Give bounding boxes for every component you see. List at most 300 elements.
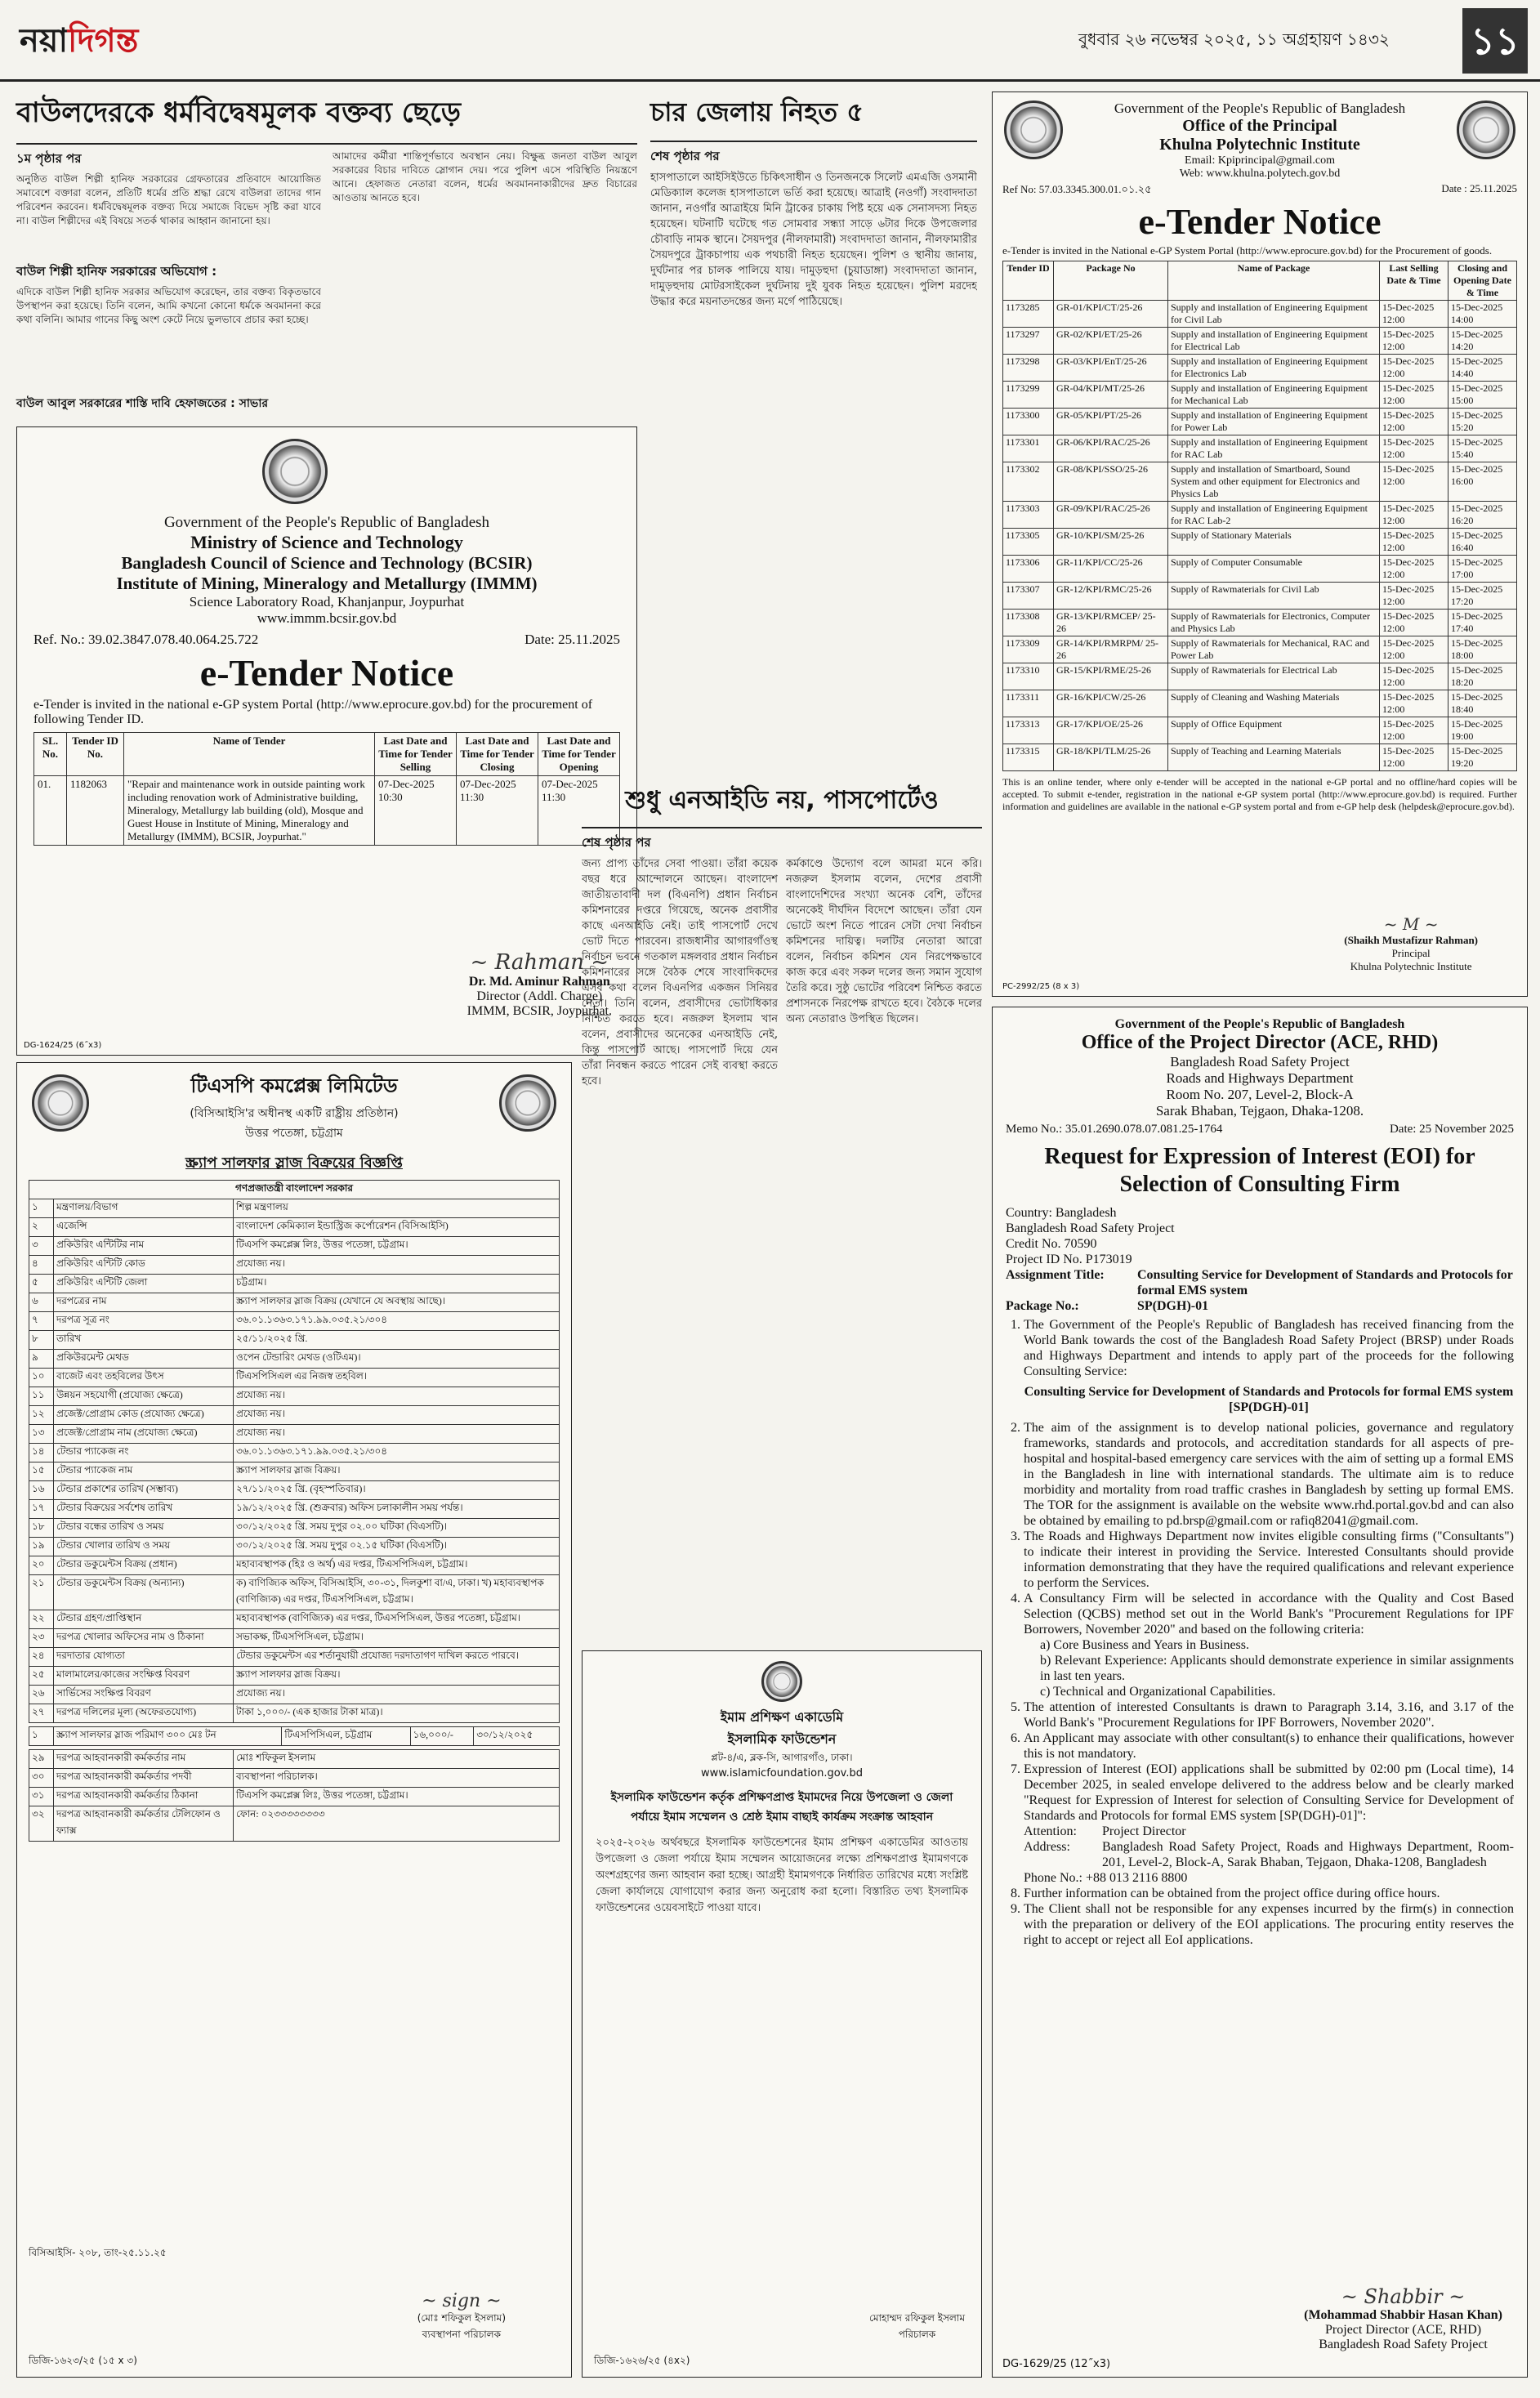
table-row — [29, 1788, 560, 1806]
kpi-title: e-Tender Notice — [1138, 202, 1382, 242]
table-cell: 15-Dec-2025 12:00 — [1380, 744, 1448, 771]
bcsir-seal-icon — [262, 439, 328, 504]
table-cell: GR-12/KPI/RMC/25-26 — [1054, 583, 1168, 610]
tsp-gov: গণপ্রজাতন্ত্রী বাংলাদেশ সরকার — [29, 1181, 560, 1199]
table-cell: Supply and installation of Engineering Equipment for Mechanical Lab — [1168, 382, 1380, 409]
table-cell: 15-Dec-2025 19:00 — [1448, 717, 1517, 744]
table-row — [29, 1575, 560, 1610]
imm-th-sl: SL. No. — [34, 733, 67, 776]
table-cell: প্রকিউরমেন্ট মেথড — [54, 1350, 234, 1369]
news-nid-body-left: জন্য প্রাপ্য তাঁদের সেবা পাওয়া। তাঁরা কয়েক বছর ধরে আন্দোলনে আছেন। বাংলাদেশ জাতীয়তাবাদী দল (বিএনপি) প্রধান নির্বাচন কমিশনারের দপ্তরে গিয়েছে, অনেক প্রবাসীর কাছে এনআইডি নেই। তাই পাসপোর্ট দেখে ভোট দিতে পারবেন। রাজধানীর আগারগাঁওস্থ নির্বাচন ভবনে গতকাল মঙ্গলবার প্রধান নির্বাচন কমিশনারের সঙ্গে বৈঠক শেষে সাংবাদিকদের এসব কথা বলেন বিএনপির একজন সিনিয়র নেতা। তিনি বলেন, প্রবাসীদের ভোটাধিকার নিশ্চিত করতে হবে। নজরুল ইসলাম খান বলেন, প্রবাসীদের অনেকের এনআইডি নেই, কিন্তু পাসপোর্ট আছে। পাসপোর্ট দিয়ে যেন তাঁরা নিবন্ধন করতে পারেন সেই ব্যবস্থা করতে হবে। — [582, 858, 778, 1087]
tsp-title: টিএসপি কমপ্লেক্স লিমিটেড — [190, 1074, 398, 1097]
table-cell: 15-Dec-2025 12:00 — [1380, 502, 1448, 529]
table-cell: ১১ — [29, 1387, 54, 1406]
rhd-crit: c) Technical and Organizational Capabilities. — [1040, 1685, 1276, 1699]
table-row — [29, 1610, 560, 1629]
news-baul-headline: বাউলদেরকে ধর্মবিদ্বেষমূলক বক্তব্য ছেড়ে — [16, 92, 637, 145]
table-cell: দরপত্র আহবানকারী কর্মকর্তার পদবী — [54, 1769, 234, 1788]
table-cell: দরপত্র আহবানকারী কর্মকর্তার ঠিকানা — [54, 1788, 234, 1806]
tsp-addr: উত্তর পতেঙ্গা, চট্টগ্রাম — [245, 1127, 343, 1140]
rhd-office: Office of the Project Director (ACE, RHD) — [1081, 1032, 1439, 1053]
table-cell: Supply and installation of Engineering Equipment for Electronics Lab — [1168, 355, 1380, 382]
imm-title: e-Tender Notice — [199, 652, 454, 694]
table-cell: GR-01/KPI/CT/25-26 — [1054, 301, 1168, 328]
rhd-crit: a) Core Business and Years in Business. — [1040, 1638, 1249, 1652]
table-cell: 15-Dec-2025 15:40 — [1448, 435, 1517, 462]
kpi-signer: (Shaikh Mustafizur Rahman) — [1344, 934, 1478, 946]
table-row — [1003, 301, 1517, 328]
islamic-web[interactable]: www.islamicfoundation.gov.bd — [700, 1767, 863, 1780]
rhd-p1-text: The Government of the People's Republic of Bangladesh has received financing from the World Bank towards the cost of the Bangladesh Road Safety Project (BRSP) under Roads and Highways Department and intends to apply part of the proceeds for the following Consulting Service: — [1024, 1318, 1514, 1378]
table-cell: 15-Dec-2025 12:00 — [1380, 462, 1448, 502]
logo-main: নয়া — [20, 22, 69, 60]
table-row — [29, 1686, 560, 1704]
imm-cell: 01. — [34, 776, 67, 846]
rhd-signature: ~ Shabbir ~ — [1341, 2285, 1466, 2308]
table-cell: বাংলাদেশ কেমিক্যাল ইন্ডাস্ট্রিজ কর্পোরেশন (বিসিআইসি) — [234, 1218, 560, 1237]
table-cell: Supply of Stationary Materials — [1168, 529, 1380, 556]
page-number: ১১ — [1462, 8, 1528, 74]
rhd-signer-title: Project Director (ACE, RHD) — [1325, 2323, 1482, 2337]
table-cell: 1173299 — [1003, 382, 1054, 409]
table-cell: ৩ — [29, 1237, 54, 1256]
table-cell: ৩০ — [29, 1769, 54, 1788]
table-row — [29, 1237, 560, 1256]
rhd-p4 — [1024, 1591, 1514, 1699]
table-cell: Supply of Rawmaterials for Mechanical, RAC and Power Lab — [1168, 636, 1380, 663]
table-cell: 1173301 — [1003, 435, 1054, 462]
imm-cell: 07-Dec-2025 11:30 — [457, 776, 538, 846]
imm-th-opening: Last Date and Time for Tender Opening — [538, 733, 620, 776]
table-cell: স্ক্র্যাপ সালফার স্লাজ বিক্রয় (যেখানে যে অবস্থায় আছে)। — [234, 1293, 560, 1312]
kpi-note: This is an online tender, where only e-tender will be accepted in the national e-GP portal and no offline/hard copies will be accepted. To submit e-tender, registration in the national e-GP system portal (http://www.eprocure.gov.bd) is required. Further information and guidelines are available in the national e-GP system portal and from e-GP help desk (helpdesk@eprocure.gov.bd). — [1002, 776, 1517, 812]
table-cell: GR-15/KPI/RME/25-26 — [1054, 663, 1168, 690]
table-row — [1003, 556, 1517, 583]
table-cell: GR-18/KPI/TLM/25-26 — [1054, 744, 1168, 771]
tsp-lot-table — [29, 1726, 560, 1746]
table-cell: 15-Dec-2025 12:00 — [1380, 583, 1448, 610]
islamic-addr: প্লট-৪/এ, ব্লক-সি, আগারগাঁও, ঢাকা। — [711, 1752, 853, 1763]
table-cell: 15-Dec-2025 18:40 — [1448, 690, 1517, 717]
news-accidents-continued: শেষ পৃষ্ঠার পর — [650, 149, 720, 163]
table-cell: দরপত্র আহবানকারী কর্মকর্তার টেলিফোন ও ফ্যাক্স — [54, 1806, 234, 1842]
table-cell: GR-17/KPI/OE/25-26 — [1054, 717, 1168, 744]
table-cell: GR-04/KPI/MT/25-26 — [1054, 382, 1168, 409]
table-cell: টেন্ডার ডকুমেন্টস এর শর্তানুযায়ী প্রযোজ্য দরদাতাগণ দাখিল করতে পারবে। — [234, 1648, 560, 1667]
rhd-paragraphs — [1006, 1317, 1514, 1948]
kpi-th-pkg: Package No — [1054, 261, 1168, 301]
table-cell: সভাকক্ষ, টিএসপিসিএল, চট্টগ্রাম। — [234, 1629, 560, 1648]
rhd-country: Country: Bangladesh — [1006, 1206, 1117, 1220]
table-cell: ১৭ — [29, 1500, 54, 1519]
rhd-eoi-notice — [992, 1007, 1528, 2378]
table-row — [1003, 382, 1517, 409]
news-baul-body-c: আমাদের কর্মীরা শান্তিপূর্ণভাবে অবস্থান নেয়। বিক্ষুব্ধ জনতা বাউল আবুল সরকারের বিচার দাবিতে স্লোগান দেয়। পরে পুলিশ এসে পরিস্থিতি নিয়ন্ত্রণে আনে। হেফাজত নেতারা বলেন, ধর্মের অবমাননাকারীদের দ্রুত বিচারের আওতায় আনতে হবে। — [333, 150, 637, 203]
table-cell: ৭ — [29, 1312, 54, 1331]
table-cell: ৩০/১২/২০২৫ খ্রি. সময় দুপুর ০২.১৫ ঘটিকা (বিএসটি)। — [234, 1538, 560, 1556]
news-accidents-headline: চার জেলায় নিহত ৫ — [650, 92, 977, 142]
tsp-notice — [16, 1062, 572, 2378]
table-cell: ৮ — [29, 1331, 54, 1350]
table-row — [29, 1462, 560, 1481]
news-nid-continued: শেষ পৃষ্ঠার পর — [582, 835, 651, 850]
kpi-office: Office of the Principal — [1182, 117, 1337, 135]
table-row — [29, 1275, 560, 1293]
table-cell: 15-Dec-2025 15:00 — [1448, 382, 1517, 409]
table-cell: 15-Dec-2025 12:00 — [1380, 301, 1448, 328]
imm-th-id: Tender ID No. — [67, 733, 124, 776]
table-cell: ৩১ — [29, 1788, 54, 1806]
kpi-tender-notice — [992, 92, 1528, 997]
table-cell: প্রকিউরিং এন্টিটি জেলা — [54, 1275, 234, 1293]
table-row — [29, 1444, 560, 1462]
masthead — [0, 0, 1540, 82]
table-cell: 15-Dec-2025 16:40 — [1448, 529, 1517, 556]
table-cell: মন্ত্রণালয়/বিভাগ — [54, 1199, 234, 1218]
table-cell: শিল্প মন্ত্রণালয় — [234, 1199, 560, 1218]
table-cell: 15-Dec-2025 17:20 — [1448, 583, 1517, 610]
table-cell: 1173313 — [1003, 717, 1054, 744]
news-nid-headline: শুধু এনআইডি নয়, পাসপোর্টেও — [582, 780, 982, 828]
news-nid-body-right: কর্মকাণ্ডে উদ্যোগ বলে আমরা মনে করি। নজরুল ইসলাম বলেন, দেশের প্রবাসী বাংলাদেশিদের সংখ্যা অনেক বেশি, তাঁদের অনেকেই দীর্ঘদিন বিদেশে আছেন। তাঁরা যেন ভোটে অংশ নিতে পারেন সেটা দেখা নির্বাচন কমিশনের দায়িত্ব। দলটির নেতারা আরো বলেন, নির্বাচন কমিশন যেন নিরপেক্ষভাবে কাজ করে এবং সকল দলের জন্য সমান সুযোগ তৈরি করে। সুষ্ঠু ভোটের পরিবেশ নিশ্চিত করতে প্রশাসনকে নিরপেক্ষ রাখতে হবে। বৈঠকে দলের অন্য নেতারাও উপস্থিত ছিলেন। — [786, 858, 982, 1025]
imm-ministry: Ministry of Science and Technology — [190, 532, 463, 552]
table-cell: GR-10/KPI/SM/25-26 — [1054, 529, 1168, 556]
table-cell: 1173300 — [1003, 409, 1054, 435]
table-cell: 15-Dec-2025 14:00 — [1448, 301, 1517, 328]
gov-seal-icon — [1004, 100, 1063, 159]
table-row — [29, 1750, 560, 1769]
rhd-signature-block — [1304, 2285, 1502, 2352]
table-cell: Supply and installation of Engineering Equipment for RAC Lab — [1168, 435, 1380, 462]
news-accidents-body: হাসপাতালে আইসিইউতে চিকিৎসাধীন ও তিনজনকে সিলেট এমএজি ওসমানী মেডিক্যাল কলেজ হাসপাতালে ভর্তি করা হয়েছে। আত্রাই (নওগাঁ) সংবাদদাতা জানান, নওগাঁর আত্রাইয়ে মিনি ট্রাকের চাকায় পিষ্ট হয়ে এক সেনাসদস্য নিহত হয়েছেন। ঘটনাটি ঘটেছে গত সোমবার সন্ধ্যা সাড়ে ৬টার দিকে উপজেলার চৌবাড়ি নামক স্থানে। সৈয়দপুর (নীলফামারী) সংবাদদাতা জানান, নীলফামারীর সৈয়দপুরে ট্রাকচাপায় এক পথচারী নিহত হয়েছেন। পুলিশ ও স্থানীয় জানায়, দুর্ঘটনার পর চালক পালিয়ে যায়। দামুড়হুদা (চুয়াডাঙ্গা) সংবাদদাতা জানান, দামুড়হুদায় মোটরসাইকেল দুর্ঘটনায় দুই যুবক নিহত হয়েছেন। পুলিশ মরদেহ উদ্ধার করে ময়নাতদন্তের জন্য মর্গে পাঠিয়েছে। — [650, 172, 977, 308]
table-row — [29, 1199, 560, 1218]
table-cell: ২৬ — [29, 1686, 54, 1704]
table-cell: উন্নয়ন সহযোগী (প্রযোজ্য ক্ষেত্রে) — [54, 1387, 234, 1406]
table-cell: ১৯/১২/২০২৫ খ্রি. (শুক্রবার) অফিস চলাকালীন সময় পর্যন্ত। — [234, 1500, 560, 1519]
table-cell: ক) বাণিজ্যিক অফিস, বিসিআইসি, ৩০-৩১, দিলকুশা বা/এ, ঢাকা। খ) মহাব্যবস্থাপক (বাণিজ্যিক) এর দপ্তর, টিএসপিসিএল, চট্টগ্রাম। — [234, 1575, 560, 1610]
table-cell: ২৩ — [29, 1629, 54, 1648]
rhd-project: Bangladesh Road Safety Project — [1170, 1054, 1350, 1069]
table-cell: 1173297 — [1003, 328, 1054, 355]
kpi-th-selling: Last Selling Date & Time — [1380, 261, 1448, 301]
table-cell: 15-Dec-2025 12:00 — [1380, 409, 1448, 435]
table-cell: 15-Dec-2025 12:00 — [1380, 435, 1448, 462]
table-cell: প্রযোজ্য নয়। — [234, 1406, 560, 1425]
table-row — [29, 1293, 560, 1312]
table-row — [1003, 328, 1517, 355]
rhd-attn-label: Attention: — [1024, 1824, 1077, 1838]
newspaper-logo[interactable] — [20, 15, 138, 69]
kpi-web[interactable]: Web: www.khulna.polytech.gov.bd — [1179, 167, 1341, 180]
table-cell: টিএসপিসিএল এর নিজস্ব তহবিল। — [234, 1369, 560, 1387]
dateline: বুধবার ২৬ নভেম্বর ২০২৫, ১১ অগ্রহায়ণ ১৪৩২ — [1078, 29, 1390, 49]
rhd-signer: (Mohammad Shabbir Hasan Khan) — [1304, 2308, 1502, 2322]
table-cell: স্ক্র্যাপ সালফার স্লাজ বিক্রয়। — [234, 1462, 560, 1481]
table-cell: ২৫/১১/২০২৫ খ্রি. — [234, 1331, 560, 1350]
table-cell: প্রজেক্ট/প্রোগ্রাম নাম (প্রযোজ্য ক্ষেত্রে) — [54, 1425, 234, 1444]
table-cell: 1173311 — [1003, 690, 1054, 717]
table-row — [1003, 583, 1517, 610]
table-row — [29, 1425, 560, 1444]
table-row — [29, 1350, 560, 1369]
table-cell: ১৮ — [29, 1519, 54, 1538]
table-cell: GR-02/KPI/ET/25-26 — [1054, 328, 1168, 355]
logo-accent: দিগন্ত — [68, 22, 139, 60]
table-cell: 1173305 — [1003, 529, 1054, 556]
imm-cell: 1182063 — [67, 776, 124, 846]
imm-signer-title: Director (Addl. Charge) — [476, 989, 603, 1003]
table-row — [29, 1331, 560, 1350]
table-cell: ১২ — [29, 1406, 54, 1425]
table-row — [1003, 744, 1517, 771]
rhd-dept: Roads and Highways Department — [1166, 1070, 1354, 1086]
table-row — [29, 1769, 560, 1788]
table-row — [29, 1256, 560, 1275]
table-row — [29, 1704, 560, 1723]
table-cell: ২৪ — [29, 1648, 54, 1667]
imm-cell: 07-Dec-2025 11:30 — [538, 776, 620, 846]
news-accidents — [650, 92, 977, 770]
imm-tender-table — [33, 732, 620, 846]
table-row — [1003, 610, 1517, 636]
table-cell: ৯ — [29, 1350, 54, 1369]
imm-signer-org: IMMM, BCSIR, Joypurhat. — [466, 1004, 612, 1018]
table-cell: GR-13/KPI/RMCEP/ 25-26 — [1054, 610, 1168, 636]
table-cell: টেন্ডার খোলার তারিখ ও সময় — [54, 1538, 234, 1556]
table-cell: ব্যবস্থাপনা পরিচালক। — [234, 1769, 560, 1788]
table-row — [29, 1648, 560, 1667]
table-cell: দরপত্র খোলার অফিসের নাম ও ঠিকানা — [54, 1629, 234, 1648]
table-cell: টেন্ডার প্রকাশের তারিখ (সম্ভাব্য) — [54, 1481, 234, 1500]
table-cell: মালামালের/কাজের সংক্ষিপ্ত বিবরণ — [54, 1667, 234, 1686]
table-cell: ৩৬.০১.১৩৬৩.১৭১.৯৯.০৩৫.২১/৩০৪ — [234, 1312, 560, 1331]
table-cell: ৬ — [29, 1293, 54, 1312]
rhd-phone: Phone No.: +88 013 2116 8800 — [1024, 1871, 1188, 1885]
table-cell: টেন্ডার প্যাকেজ নাম — [54, 1462, 234, 1481]
table-cell: টেন্ডার প্যাকেজ নং — [54, 1444, 234, 1462]
table-cell: GR-16/KPI/CW/25-26 — [1054, 690, 1168, 717]
table-cell: ১৫ — [29, 1462, 54, 1481]
table-cell: Supply of Office Equipment — [1168, 717, 1380, 744]
tsp-table — [29, 1180, 560, 1723]
kpi-th-closing: Closing and Opening Date & Time — [1448, 261, 1517, 301]
table-cell: GR-03/KPI/EnT/25-26 — [1054, 355, 1168, 382]
kpi-th-name: Name of Package — [1168, 261, 1380, 301]
kpi-ref: Ref No: 57.03.3345.300.01.০১.২৫ — [1002, 183, 1152, 195]
table-row — [1003, 409, 1517, 435]
table-cell: Supply of Rawmaterials for Civil Lab — [1168, 583, 1380, 610]
table-cell: ২১ — [29, 1575, 54, 1610]
table-cell: Supply and installation of Engineering Equipment for RAC Lab-2 — [1168, 502, 1380, 529]
tsp-lot-cell: ১ — [29, 1727, 54, 1746]
table-cell: 15-Dec-2025 16:20 — [1448, 502, 1517, 529]
table-cell: দরদাতার যোগ্যতা — [54, 1648, 234, 1667]
table-cell: 15-Dec-2025 12:00 — [1380, 663, 1448, 690]
rhd-credit: Credit No. 70590 — [1006, 1237, 1097, 1251]
news-baul-body-b: এদিকে বাউল শিল্পী হানিফ সরকার অভিযোগ করেছেন, তার বক্তব্য বিকৃতভাবে উপস্থাপন করা হয়েছে। তিনি বলেন, আমি কখনো কোনো ধর্মকে অবমাননা করে কথা বলিনি। আমার গানের কিছু অংশ কেটে নিয়ে ভুলভাবে প্রচার করা হচ্ছে। — [16, 286, 321, 325]
table-cell: ৩৬.০১.১৩৬৩.১৭১.৯৯.০৩৫.২১/৩০৪ — [234, 1444, 560, 1462]
imm-website[interactable]: www.immm.bcsir.gov.bd — [257, 610, 397, 626]
tsp-lot-cell: স্ক্র্যাপ সালফার স্লাজ পরিমাণ ৩০০ মেঃ টন — [54, 1727, 282, 1746]
kpi-signer-org: Khulna Polytechnic Institute — [1350, 960, 1472, 972]
table-row — [29, 1387, 560, 1406]
table-row — [29, 1519, 560, 1538]
table-row — [29, 1406, 560, 1425]
table-cell: টেন্ডার বিক্রয়ের সর্বশেষ তারিখ — [54, 1500, 234, 1519]
table-cell: ২৫ — [29, 1667, 54, 1686]
rhd-p7 — [1024, 1762, 1514, 1886]
table-cell: ২৭/১১/২০২৫ খ্রি. (বৃহস্পতিবার)। — [234, 1481, 560, 1500]
tsp-right-seal-icon — [499, 1074, 556, 1132]
imm-address: Science Laboratory Road, Khanjanpur, Joypurhat — [189, 594, 465, 610]
table-row — [1003, 355, 1517, 382]
rhd-room: Room No. 207, Level-2, Block-A — [1166, 1087, 1354, 1102]
table-cell: ১৬ — [29, 1481, 54, 1500]
table-cell: Supply and installation of Engineering Equipment for Civil Lab — [1168, 301, 1380, 328]
table-row — [1003, 502, 1517, 529]
islamic-body: ২০২৫-২০২৬ অর্থবছরে ইসলামিক ফাউন্ডেশনের ইমাম প্রশিক্ষণ একাডেমির আওতায় উপজেলা ও জেলা পর্যায়ে ইমাম সম্মেলন আয়োজনের লক্ষ্যে প্রশিক্ষণপ্রাপ্ত ইমামগণকে অংশগ্রহণের জন্য আহবান করা হচ্ছে। আগ্রহী ইমামগণকে নির্ধারিত তারিখের মধ্যে সংশ্লিষ্ট জেলা কার্যালয়ে যোগাযোগ করার জন্য অনুরোধ করা হলো। বিস্তারিত তথ্য ইসলামিক ফাউন্ডেশনের ওয়েবসাইটে পাওয়া যাবে। — [596, 1837, 968, 1914]
table-cell: টেন্ডার ডকুমেন্টস বিক্রয় (অন্যান্য) — [54, 1575, 234, 1610]
rhd-pid: Project ID No. P173019 — [1006, 1253, 1132, 1266]
rhd-p8: 8. Further information can be obtained from the project office during office hours. — [1024, 1886, 1514, 1901]
kpi-th-id: Tender ID — [1003, 261, 1054, 301]
table-cell: 1173315 — [1003, 744, 1054, 771]
table-row — [29, 1538, 560, 1556]
islamic-dg: ডিজি-১৬২৬/২৫ (৪x২) — [594, 2355, 690, 2366]
table-cell: Supply of Computer Consumable — [1168, 556, 1380, 583]
table-cell: এজেন্সি — [54, 1218, 234, 1237]
table-cell: ১ — [29, 1199, 54, 1218]
rhd-gov: Government of the People's Republic of Bangladesh — [1114, 1017, 1405, 1031]
table-cell: সার্ভিসের সংক্ষিপ্ত বিবরণ — [54, 1686, 234, 1704]
table-row — [29, 1727, 560, 1746]
table-cell: ২২ — [29, 1610, 54, 1629]
table-cell: GR-14/KPI/RMRPM/ 25-26 — [1054, 636, 1168, 663]
table-cell: GR-11/KPI/CC/25-26 — [1054, 556, 1168, 583]
table-cell: 15-Dec-2025 16:00 — [1448, 462, 1517, 502]
rhd-p5: 5. The attention of interested Consultants is drawn to Paragraph 3.14, 3.16, and 3.17 of the World Bank's "Procurement Regulations for IPF Borrowers, November 2020". — [1024, 1699, 1514, 1730]
imm-th-selling: Last Date and Time for Tender Selling — [375, 733, 457, 776]
table-cell: ৪ — [29, 1256, 54, 1275]
table-cell: টাকা ১,০০০/- (এক হাজার টাকা মাত্র)। — [234, 1704, 560, 1723]
table-row — [29, 1806, 560, 1842]
table-cell: 1173307 — [1003, 583, 1054, 610]
table-row — [1003, 529, 1517, 556]
table-cell: Supply of Rawmaterials for Electrical Lab — [1168, 663, 1380, 690]
rhd-dg: DG-1629/25 (12˝x3) — [1002, 2358, 1111, 2370]
kpi-tender-table — [1002, 261, 1517, 771]
table-cell: 15-Dec-2025 14:20 — [1448, 328, 1517, 355]
table-row — [29, 1218, 560, 1237]
rhd-assign: Consulting Service for Development of Standards and Protocols for formal EMS system — [1137, 1268, 1513, 1297]
table-row — [1003, 663, 1517, 690]
table-cell: ১৩ — [29, 1425, 54, 1444]
table-cell: দরপত্র দলিলের মূল্য (অফেরতযোগ্য) — [54, 1704, 234, 1723]
rhd-title: Request for Expression of Interest (EOI) for Selection of Consulting Firm — [1044, 1144, 1475, 1197]
table-cell: ৫ — [29, 1275, 54, 1293]
table-cell: টেন্ডার গ্রহণ/প্রাপ্তিস্থান — [54, 1610, 234, 1629]
tsp-signature: ~ sign ~ — [422, 2291, 502, 2311]
table-cell: GR-05/KPI/PT/25-26 — [1054, 409, 1168, 435]
tsp-lot-cell: ৩০/১২/২০২৫ — [474, 1727, 560, 1746]
table-cell: টেন্ডার বন্ধের তারিখ ও সময় — [54, 1519, 234, 1538]
tsp-dg: ডিজি-১৬২৩/২৫ (১৫ x ৩) — [29, 2355, 137, 2366]
rhd-attn: Project Director — [1102, 1824, 1186, 1838]
table-row — [1003, 462, 1517, 502]
rhd-p4-text: A Consultancy Firm will be selected in accordance with the Quality and Cost Based Selection (QCBS) method set out in the World Bank's "Procurement Regulations for IPF Borrowers, November 2020" and based on the following criteria: — [1024, 1592, 1514, 1637]
rhd-p1-bold: Consulting Service for Development of Standards and Protocols for formal EMS system [SP(DGH)-01] — [1024, 1385, 1514, 1414]
table-cell: 15-Dec-2025 15:20 — [1448, 409, 1517, 435]
islamic-title: ইমাম প্রশিক্ষণ একাডেমি — [720, 1709, 844, 1725]
table-cell: 15-Dec-2025 12:00 — [1380, 328, 1448, 355]
table-cell: 15-Dec-2025 12:00 — [1380, 690, 1448, 717]
islamic-signer: মোহাম্মদ রফিকুল ইসলাম — [868, 2312, 965, 2324]
table-cell: Supply and installation of Engineering Equipment for Electrical Lab — [1168, 328, 1380, 355]
rhd-addr2: Bangladesh Road Safety Project, Roads and Highways Department, Room-201, Level-2, Block-A, Sarak Bhaban, Tejgaon, Dhaka-1208, Bangladesh — [1102, 1840, 1514, 1869]
kpi-signature-block — [1344, 914, 1478, 973]
kpi-email[interactable]: Email: Kpiprincipal@gmail.com — [1185, 154, 1335, 167]
table-row — [1003, 636, 1517, 663]
table-cell: 1173308 — [1003, 610, 1054, 636]
kpi-signature: ~ M ~ — [1383, 914, 1439, 934]
islamic-signer-title: পরিচালক — [898, 2329, 936, 2340]
tsp-left-seal-icon — [32, 1074, 89, 1132]
tsp-notice-title: স্ক্র্যাপ সালফার স্লাজ বিক্রয়ের বিজ্ঞপ্তি — [185, 1154, 403, 1172]
news-nid — [582, 780, 982, 1638]
table-cell: তারিখ — [54, 1331, 234, 1350]
table-cell: মহাব্যবস্থাপক (হিঃ ও অর্থ) এর দপ্তর, টিএসপিসিএল, চট্টগ্রাম। — [234, 1556, 560, 1575]
rhd-p7-text: Expression of Interest (EOI) applications shall be submitted by 02:00 pm (Local time), 14 December 2025, in sealed envelope delivered to the address below and be clearly marked "Request for Expression of Interest for selection of Consulting Service for Development of Standards and Protocols for formal EMS system [SP(DGH)-01]": — [1024, 1762, 1514, 1823]
table-cell: ১৯ — [29, 1538, 54, 1556]
table-row — [29, 1629, 560, 1648]
table-cell: প্রযোজ্য নয়। — [234, 1387, 560, 1406]
table-cell: 1173310 — [1003, 663, 1054, 690]
news-baul-continued: ১ম পৃষ্ঠার পর — [16, 151, 82, 166]
kpi-inst: Khulna Polytechnic Institute — [1159, 136, 1360, 154]
imm-gov: Government of the People's Republic of Bangladesh — [163, 514, 490, 531]
table-cell: 15-Dec-2025 19:20 — [1448, 744, 1517, 771]
table-row — [29, 1556, 560, 1575]
table-cell: স্ক্র্যাপ সালফার স্লাজ বিক্রয়। — [234, 1667, 560, 1686]
table-cell: 15-Dec-2025 12:00 — [1380, 556, 1448, 583]
tsp-lot-cell: টিএসপিসিএল, চট্টগ্রাম — [282, 1727, 410, 1746]
kpi-pc: PC-2992/25 (8 x 3) — [1002, 982, 1080, 991]
table-row — [29, 1500, 560, 1519]
table-cell: ২০ — [29, 1556, 54, 1575]
table-cell: মোঃ শফিকুল ইসলাম — [234, 1750, 560, 1769]
imm-ref: Ref. No.: 39.02.3847.078.40.064.25.722 — [33, 632, 259, 647]
table-cell: টিএসপি কমপ্লেক্স লিঃ, উত্তর পতেঙ্গা, চট্টগ্রাম। — [234, 1237, 560, 1256]
table-cell: Supply of Teaching and Learning Materials — [1168, 744, 1380, 771]
rhd-memo: Memo No.: 35.01.2690.078.07.081.25-1764 — [1006, 1123, 1223, 1136]
table-cell: 1173309 — [1003, 636, 1054, 663]
rhd-pkg: SP(DGH)-01 — [1137, 1299, 1209, 1313]
imm-signer: Dr. Md. Aminur Rahman — [468, 975, 610, 989]
table-cell: ২৭ — [29, 1704, 54, 1723]
imm-date: Date: 25.11.2025 — [524, 632, 620, 647]
table-cell: 15-Dec-2025 18:00 — [1448, 636, 1517, 663]
table-cell: 15-Dec-2025 12:00 — [1380, 636, 1448, 663]
islamic-foundation-logo-icon — [761, 1661, 802, 1702]
table-cell: Supply and installation of Smartboard, Sound System and other equipment for Electronics and Physics Lab — [1168, 462, 1380, 502]
table-row — [29, 1667, 560, 1686]
table-cell: প্রকিউরিং এন্টিটি কোড — [54, 1256, 234, 1275]
table-cell: দরপত্রের নাম — [54, 1293, 234, 1312]
tsp-signature-block — [417, 2291, 506, 2344]
table-cell: 1173298 — [1003, 355, 1054, 382]
imm-signature: ~ Rahman ~ — [470, 950, 609, 975]
table-row — [29, 1312, 560, 1331]
